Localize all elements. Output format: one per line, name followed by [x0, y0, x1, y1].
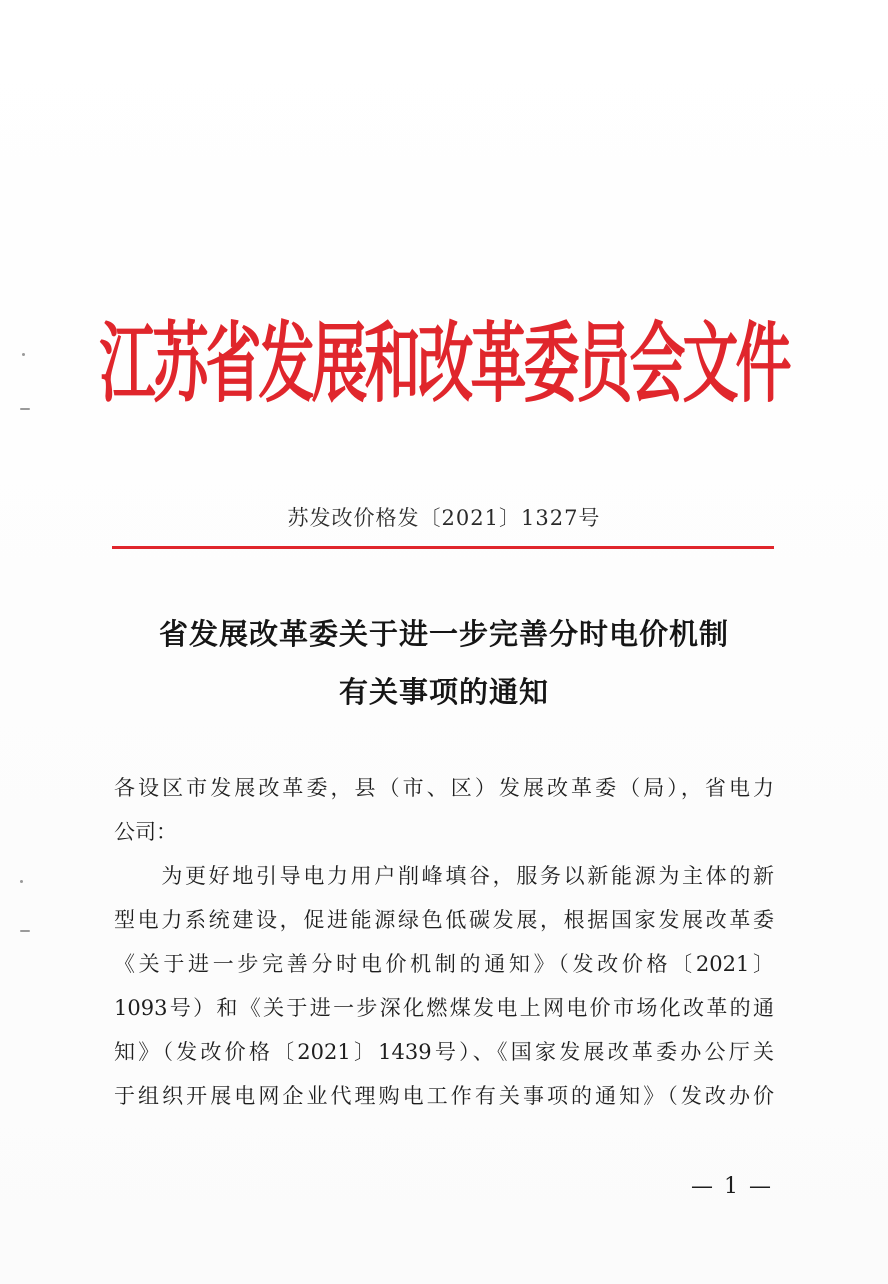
binding-hole-mark	[20, 880, 23, 883]
body-line-8: 于组织开展电网企业代理购电工作有关事项的通知》（发改办价	[114, 1084, 774, 1108]
binding-hole-mark	[22, 353, 25, 356]
body-line-4: 型电力系统建设，促进能源绿色低碳发展，根据国家发展改革委	[114, 908, 774, 932]
issuing-authority-title: 江苏省发展和改革委员会文件	[99, 314, 789, 416]
document-number: 苏发改价格发〔2021〕1327号	[287, 506, 601, 530]
notice-title-line-1: 省发展改革委关于进一步完善分时电价机制	[158, 617, 729, 651]
binding-hole-mark	[20, 408, 30, 410]
page-number: — 1 —	[691, 1174, 773, 1199]
body-line-5: 《关于进一步完善分时电价机制的通知》（发改价格〔2021〕	[114, 952, 774, 976]
notice-title-line-2: 有关事项的通知	[338, 675, 549, 709]
body-line-7: 知》（发改价格〔2021〕1439号）、《国家发展改革委办公厅关	[114, 1040, 774, 1064]
body-line-6: 1093号）和《关于进一步深化燃煤发电上网电价市场化改革的通	[114, 996, 774, 1020]
body-line-1: 各设区市发展改革委，县（市、区）发展改革委（局），省电力	[114, 776, 774, 800]
binding-hole-mark	[20, 930, 30, 932]
body-line-3: 为更好地引导电力用户削峰填谷，服务以新能源为主体的新	[114, 864, 774, 888]
body-line-2: 公司：	[114, 820, 177, 844]
red-divider-line	[112, 546, 774, 549]
